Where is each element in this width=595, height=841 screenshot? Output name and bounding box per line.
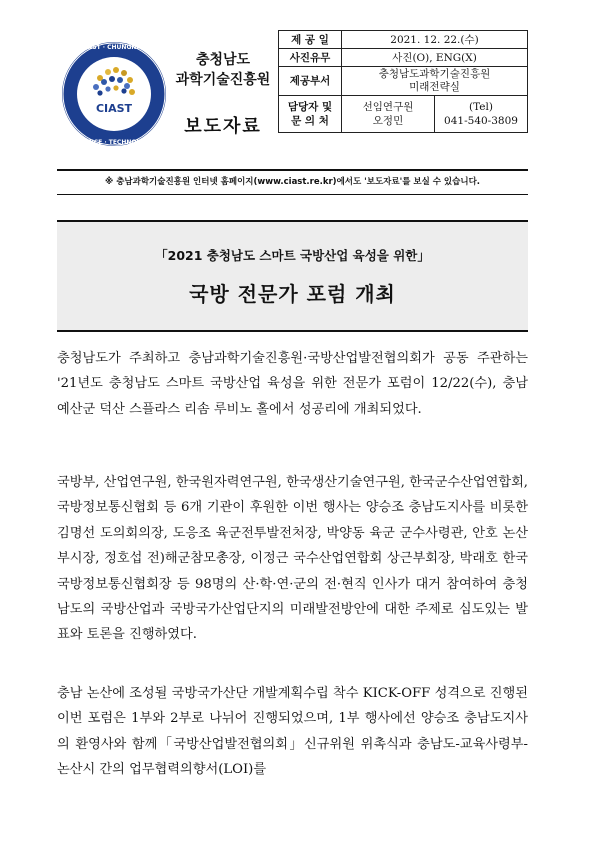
- subtitle: 「2021 충청남도 스마트 국방산업 육성을 위한」: [155, 248, 430, 263]
- svg-text:SCIENCE · TECHNOLOGY: SCIENCE · TECHNOLOGY: [73, 139, 155, 146]
- info-table: [278, 30, 528, 133]
- org-name-line1: 충청남도: [195, 52, 251, 68]
- contact-value: [342, 96, 528, 133]
- website-notice: ※ 충남과학기술진흥원 인터넷 홈페이지(www.ciast.re.kr)에서도 '보도자료'를 보실 수 있습니다.: [104, 177, 481, 187]
- phone-number: 041-540-3809: [444, 115, 518, 127]
- contact-name: 오정민: [372, 115, 404, 127]
- org-name: [168, 50, 278, 90]
- date-label: 제 공 일: [279, 31, 342, 49]
- org-name-line2: 과학기술진흥원: [175, 72, 271, 88]
- svg-text:CIAST · CHUNGNAM: CIAST · CHUNGNAM: [80, 44, 148, 51]
- contact-title: 선임연구원: [362, 101, 414, 113]
- body-paragraph-3: 충남 논산에 조성될 국방국가산단 개발계획수립 착수 KICK-OFF 성격으로 진행된 이번 포럼은 1부와 2부로 나뉘어 진행되었으며, 1부 행사에선 양승조 충남도지사의 환영사와 함께「국방산업발전협의회」신규위원 위촉식과 충남도-교육사령부-논산시 간의 업무협력의향서(LOI)를: [57, 686, 528, 778]
- notice-divider: [57, 194, 528, 195]
- body-paragraph-2: 국방부, 산업연구원, 한국원자력연구원, 한국생산기술연구원, 한국군수산업연합회, 국방정보통신협회 등 6개 기관이 후원한 이번 행사는 양승조 충남도지사를 비롯한 김명선 도의회의장, 도응조 육군전투발전처장, 박양동 육군 군수사령관, 안호 논산부시장, 정호섭 전)해군참모총장, 이정근 국수산업연합회 상근부회장, 박래호 한국국방정보통신협회장 등 98명의 산·학·연·군의 전·현직 인사가 대거 참여하여 충청남도의 국방산업과 국방국가산업단지의 미래발전방안에 대한 주제로 심도있는 발표와 토론을 진행하였다.: [57, 475, 528, 643]
- contact-label-line1: 담당자 및: [287, 101, 333, 113]
- contact-label-line2: 문 의 처: [291, 115, 329, 127]
- department-label: 제공부서: [279, 67, 342, 96]
- logo-text: CIAST: [95, 102, 133, 115]
- main-title: 국방 전문가 포럼 개최: [189, 282, 396, 306]
- photo-label: 사진유무: [279, 49, 342, 67]
- department-value: [342, 67, 528, 96]
- phone-label: (Tel): [469, 101, 493, 113]
- department-line2: 미래전략실: [409, 81, 460, 93]
- department-line1: 충청남도과학기술진흥원: [378, 68, 491, 80]
- ciast-logo: [60, 40, 168, 148]
- contact-label: [279, 96, 342, 133]
- doc-type-title: 보도자료: [184, 116, 262, 137]
- photo-value: 사진(O), ENG(X): [342, 49, 528, 67]
- title-box: [57, 220, 528, 332]
- date-value: 2021. 12. 22.(수): [342, 31, 528, 49]
- body-paragraph-1: 충청남도가 주최하고 충남과학기술진흥원·국방산업발전협의회가 공동 주관하는 '21년도 충청남도 스마트 국방산업 육성을 위한 전문가 포럼이 12/22(수), 충남 예산군 덕산 스플라스 리솜 루비노 홀에서 성공리에 개최되었다.: [57, 351, 528, 417]
- header-divider: [57, 169, 528, 171]
